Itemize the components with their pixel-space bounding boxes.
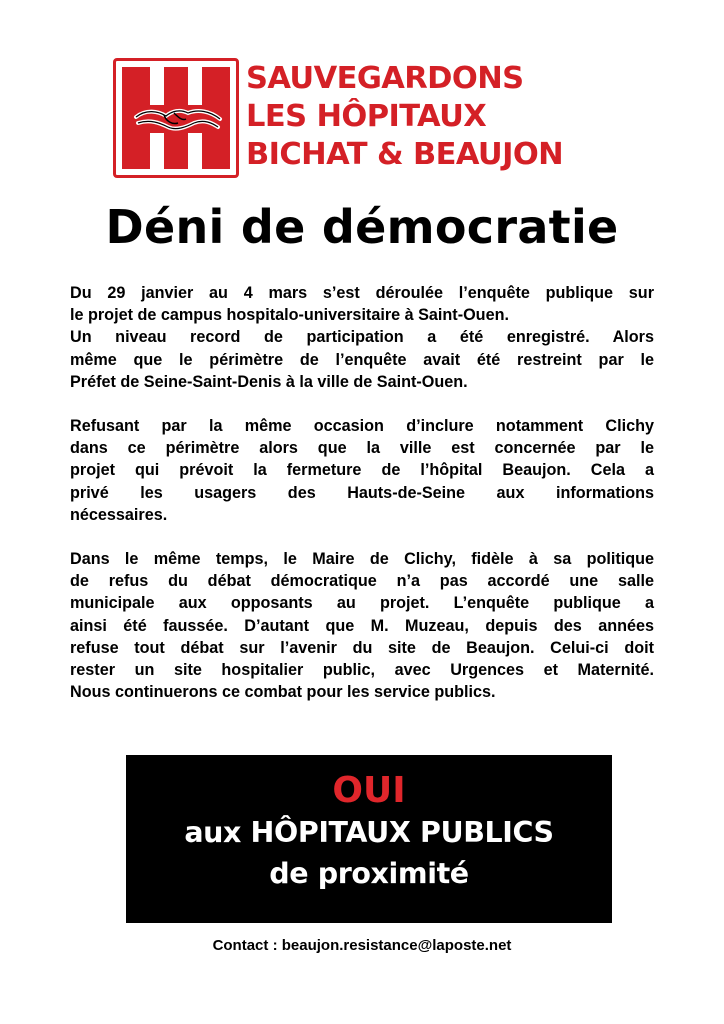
text-line: même que le périmètre de l’enquête avait été restreint par le: [70, 350, 654, 369]
paragraph-2: [70, 415, 654, 526]
logo-line-2: LES HÔPITAUX: [246, 99, 487, 134]
banner-line-3: de proximité: [269, 857, 469, 890]
article-body: [70, 282, 654, 725]
text-line: Un niveau record de participation a été enregistré. Alors: [70, 328, 654, 347]
text-line: Du 29 janvier au 4 mars s’est déroulée l’enquête publique sur: [70, 284, 654, 302]
text-line: le projet de campus hospitalo-universitaire à Saint-Ouen.: [70, 306, 509, 325]
text-line: de refus du débat démocratique n’a pas accordé une salle: [70, 572, 654, 591]
page-title: Déni de démocratie: [105, 200, 619, 254]
text-line: projet qui prévoit la fermeture de l’hôpital Beaujon. Cela a: [70, 461, 654, 480]
banner-line-2: aux HÔPITAUX PUBLICS: [184, 816, 554, 849]
text-line: refuse tout débat sur l’avenir du site de Beaujon. Celui-ci doit: [70, 638, 654, 657]
text-line: privé les usagers des Hauts-de-Seine aux informations: [70, 483, 654, 502]
text-line: municipale aux opposants au projet. L’enquête publique a: [70, 594, 654, 613]
text-line: dans ce périmètre alors que la ville est concernée par le: [70, 439, 654, 458]
paragraph-1: [70, 282, 654, 393]
paragraph-3: [70, 548, 654, 703]
logo-line-3: BICHAT & BEAUJON: [246, 137, 564, 172]
text-line: ainsi été faussée. D’autant que M. Muzeau, depuis des années: [70, 616, 654, 635]
text-line: Nous continuerons ce combat pour les service publics.: [70, 683, 496, 702]
banner-line-1: OUI: [332, 770, 406, 811]
logo: [113, 58, 239, 178]
logo-text: [246, 60, 563, 174]
contact-line: Contact : beaujon.resistance@laposte.net: [212, 937, 512, 954]
text-line: Dans le même temps, le Maire de Clichy, fidèle à sa politique: [70, 550, 654, 569]
logo-line-1: SAUVEGARDONS: [246, 61, 524, 96]
text-line: nécessaires.: [70, 505, 168, 524]
hospital-h-handshake-icon: [116, 61, 236, 175]
text-line: rester un site hospitalier public, avec Urgences et Maternité.: [70, 661, 654, 680]
slogan-banner: [126, 755, 612, 923]
text-line: Refusant par la même occasion d’inclure notamment Clichy: [70, 417, 654, 436]
text-line: Préfet de Seine-Saint-Denis à la ville de Saint-Ouen.: [70, 372, 468, 391]
